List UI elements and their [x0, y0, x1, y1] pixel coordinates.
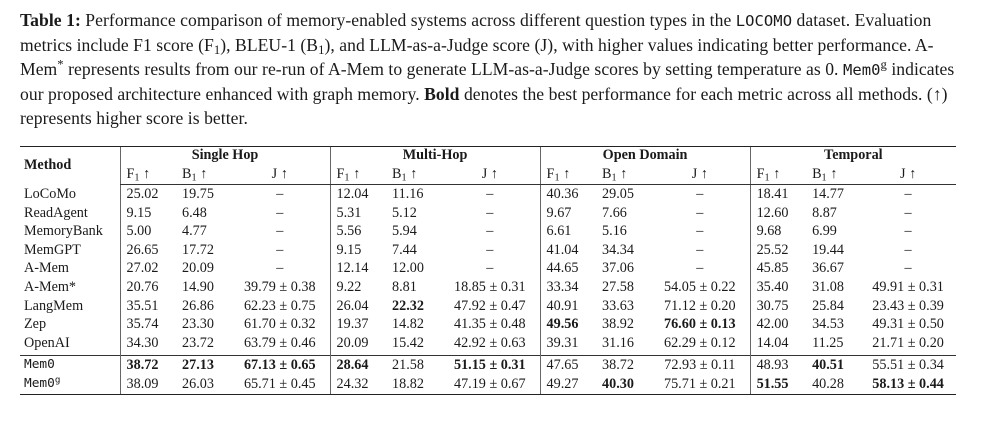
table-row — [20, 204, 956, 223]
caption-text: ), and LLM-as-a-Judge score (J), with higher values indicating better performance. A-Mem — [20, 35, 934, 79]
table-cell: 8.81 — [392, 278, 417, 295]
table-cell: 4.77 — [182, 223, 207, 240]
table-cell: 39.31 — [540, 334, 596, 353]
table-cell: 11.16 — [392, 186, 424, 202]
table-cell: 23.30 — [182, 316, 214, 333]
metric-header-b — [596, 164, 650, 185]
method-name-cell — [20, 375, 120, 394]
table-cell: 65.71 ± 0.45 — [230, 375, 330, 394]
table-cell: 23.72 — [182, 334, 214, 351]
metric-letter: F — [336, 166, 345, 182]
metric-header-j — [230, 164, 330, 185]
metric-header-f — [750, 164, 806, 185]
table-cell: 51.55 — [750, 375, 806, 394]
table-cell: 49.27 — [540, 375, 596, 394]
table-cell: 40.91 — [540, 297, 596, 316]
up-arrow: ↑ — [406, 166, 418, 182]
table-cell: 24.32 — [330, 375, 386, 394]
table-cell: 40.28 — [806, 375, 860, 394]
caption-text: indicates our proposed architecture enhanced with graph memory. — [20, 59, 955, 104]
table-cell: 51.15 ± 0.31 — [440, 356, 540, 375]
results-table-wrapper — [20, 146, 956, 395]
table-cell: 5.56 — [330, 222, 386, 241]
caption-text: denotes the best performance for each metric across all methods. (↑) represents higher score is better. — [20, 84, 948, 128]
table-cell: 26.65 — [120, 241, 176, 260]
table-cell: 7.44 — [392, 241, 417, 258]
metric-header-j — [860, 164, 956, 185]
table-cell: 40.51 — [806, 356, 860, 375]
caption-superscript: g — [880, 57, 887, 72]
method-name-cell — [20, 241, 120, 260]
caption-text: ), BLEU-1 (B — [220, 35, 319, 55]
up-arrow: ↑ — [349, 166, 361, 182]
metric-subscript: 1 — [764, 172, 770, 184]
method-name: OpenAI — [24, 334, 70, 351]
group-header-temporal: Temporal — [750, 147, 956, 165]
table-cell: 23.43 ± 0.39 — [872, 297, 944, 314]
table-cell: 61.70 ± 0.32 — [243, 316, 316, 333]
table-metric-header-row — [20, 164, 956, 185]
table-cell: 5.00 — [120, 222, 176, 241]
metric-letter: J — [691, 166, 698, 182]
metric-letter: B — [812, 166, 822, 182]
table-cell: 30.75 — [750, 297, 806, 316]
table-row — [20, 375, 956, 394]
up-arrow: ↑ — [277, 166, 288, 182]
method-name-cell — [20, 278, 120, 297]
metric-header-f — [330, 164, 386, 185]
table-cell: 67.13 ± 0.65 — [230, 356, 330, 375]
up-arrow: ↑ — [769, 166, 781, 182]
method-column-header: Method — [20, 147, 120, 185]
table-cell: – — [904, 204, 912, 221]
table-cell: 47.19 ± 0.67 — [440, 375, 540, 394]
table-cell: 21.58 — [386, 356, 440, 375]
table-cell: 18.82 — [386, 375, 440, 394]
table-cell: 12.00 — [392, 260, 424, 277]
table-cell: – — [696, 223, 704, 240]
table-cell: 62.29 ± 0.12 — [663, 334, 736, 351]
metric-subscript: 1 — [134, 172, 140, 184]
table-cell: 71.12 ± 0.20 — [663, 297, 736, 314]
table-cell: 41.35 ± 0.48 — [453, 316, 526, 333]
table-cell: – — [276, 260, 284, 277]
metric-letter: J — [481, 166, 488, 182]
table-cell: 37.06 — [602, 260, 634, 277]
table-cell: 5.94 — [392, 223, 417, 240]
method-name: LangMem — [24, 297, 84, 314]
method-name-cell — [20, 297, 120, 316]
table-cell: 6.61 — [540, 222, 596, 241]
metric-subscript: 1 — [611, 172, 617, 184]
table-cell: 38.72 — [120, 356, 176, 375]
table-cell: 41.04 — [540, 241, 596, 260]
table-cell: 25.84 — [812, 297, 844, 314]
table-cell: 15.42 — [392, 334, 424, 351]
table-row — [20, 278, 956, 297]
group-header-open-domain: Open Domain — [540, 147, 750, 165]
table-cell: 14.82 — [392, 316, 424, 333]
table-row — [20, 297, 956, 316]
metric-letter: F — [546, 166, 555, 182]
table-cell: 31.16 — [602, 334, 634, 351]
table-cell: 12.60 — [750, 204, 806, 223]
table-cell: – — [486, 186, 494, 202]
metric-letter: J — [899, 166, 906, 182]
table-cell: 35.51 — [120, 297, 176, 316]
method-name-cell — [20, 315, 120, 334]
group-header-single-hop: Single Hop — [120, 147, 330, 165]
metric-letter: B — [602, 166, 612, 182]
table-row — [20, 185, 956, 204]
table-cell: 20.09 — [330, 334, 386, 353]
caption-subscript: 1 — [318, 43, 325, 58]
method-name: Mem0 — [24, 375, 55, 391]
table-cell: 9.15 — [120, 204, 176, 223]
table-cell: 8.87 — [812, 204, 837, 221]
table-cell: 17.72 — [182, 241, 214, 258]
table-cell: 11.25 — [812, 334, 844, 351]
table-cell: 9.68 — [750, 222, 806, 241]
table-cell: 19.44 — [812, 241, 844, 258]
table-cell: 45.85 — [750, 259, 806, 278]
up-arrow: ↑ — [196, 166, 208, 182]
up-arrow: ↑ — [559, 166, 571, 182]
table-cell: 27.58 — [602, 278, 634, 295]
table-cell: 47.65 — [540, 356, 596, 375]
table-cell: 14.90 — [182, 278, 214, 295]
caption-label: Table 1: — [20, 10, 81, 30]
method-name: ReadAgent — [24, 204, 88, 221]
table-cell: 55.51 ± 0.34 — [860, 356, 956, 375]
table-cell: 20.09 — [182, 260, 214, 277]
table-cell: – — [696, 241, 704, 258]
caption-superscript: * — [57, 57, 64, 72]
table-cell: 6.48 — [182, 204, 207, 221]
metric-subscript: 1 — [401, 172, 407, 184]
table-row — [20, 222, 956, 241]
table-cell: 33.63 — [602, 297, 634, 314]
table-cell: 28.64 — [330, 356, 386, 375]
table-caption — [20, 8, 970, 130]
metric-header-b — [806, 164, 860, 185]
method-name-cell — [20, 334, 120, 353]
table-cell: 54.05 ± 0.22 — [663, 278, 736, 295]
table-cell: 6.99 — [812, 223, 837, 240]
metric-header-f — [540, 164, 596, 185]
table-cell: 38.92 — [602, 316, 634, 333]
table-cell: 18.41 — [750, 185, 806, 204]
up-arrow: ↑ — [826, 166, 838, 182]
table-cell: 38.72 — [596, 356, 650, 375]
method-name-cell — [20, 185, 120, 204]
table-cell: 9.22 — [330, 278, 386, 297]
table-cell: 49.56 — [540, 315, 596, 334]
table-cell: 40.30 — [596, 375, 650, 394]
table-row — [20, 315, 956, 334]
table-row — [20, 356, 956, 375]
table-cell: – — [904, 260, 912, 277]
table-cell: 9.15 — [330, 241, 386, 260]
table-cell: – — [696, 204, 704, 221]
table-cell: 34.34 — [602, 241, 634, 258]
caption-text: dataset. Evaluation metrics include F1 score (F — [20, 10, 932, 55]
table-cell: – — [696, 260, 704, 277]
table-cell: 25.52 — [750, 241, 806, 260]
table-cell: 36.67 — [812, 260, 844, 277]
table-cell: 42.00 — [750, 315, 806, 334]
table-cell: – — [276, 186, 284, 202]
up-arrow: ↑ — [697, 166, 708, 182]
table-cell: 12.14 — [330, 259, 386, 278]
metric-subscript: 1 — [191, 172, 197, 184]
metric-letter: F — [756, 166, 765, 182]
table-cell: – — [904, 241, 912, 258]
table-cell: 76.60 ± 0.13 — [663, 316, 736, 333]
table-cell: 26.03 — [176, 375, 230, 394]
table-cell: 5.16 — [602, 223, 627, 240]
table-cell: – — [276, 223, 284, 240]
table-cell: 31.08 — [812, 278, 844, 295]
caption-text: represents results from our re-run of A-Mem to generate LLM-as-a-Judge scores by setting temperature as 0. — [63, 59, 843, 79]
table-cell: 49.91 ± 0.31 — [872, 278, 944, 295]
caption-bold-word: Bold — [424, 84, 460, 104]
table-cell: 19.37 — [330, 315, 386, 334]
table-cell: 12.04 — [330, 185, 386, 204]
table-cell: 5.31 — [330, 204, 386, 223]
metric-letter: B — [392, 166, 402, 182]
table-cell: 39.79 ± 0.38 — [243, 278, 316, 295]
metric-header-b — [176, 164, 230, 185]
table-cell: – — [486, 241, 494, 258]
metric-subscript: 1 — [554, 172, 560, 184]
table-cell: – — [904, 223, 912, 240]
results-table — [20, 146, 956, 395]
table-cell: – — [276, 241, 284, 258]
table-row — [20, 259, 956, 278]
table-cell: 5.12 — [392, 204, 417, 221]
table-cell: 25.02 — [120, 185, 176, 204]
method-name-cell — [20, 356, 120, 375]
method-name: MemoryBank — [24, 223, 103, 240]
table-row — [20, 241, 956, 260]
up-arrow: ↑ — [616, 166, 628, 182]
table-cell: – — [486, 223, 494, 240]
group-header-multi-hop: Multi-Hop — [330, 147, 540, 165]
table-cell: 75.71 ± 0.21 — [650, 375, 750, 394]
metric-letter: J — [271, 166, 278, 182]
method-name: LoCoMo — [24, 185, 77, 202]
table-cell: 7.66 — [602, 204, 627, 221]
table-cell: – — [904, 186, 912, 202]
table-cell: 14.04 — [750, 334, 806, 353]
table-cell: 47.92 ± 0.47 — [453, 297, 526, 314]
table-cell: 38.09 — [120, 375, 176, 394]
metric-letter: B — [182, 166, 192, 182]
table-cell: 40.36 — [540, 185, 596, 204]
metric-header-f — [120, 164, 176, 185]
method-name: A-Mem* — [24, 278, 77, 295]
table-cell: 48.93 — [750, 356, 806, 375]
method-name-cell — [20, 222, 120, 241]
metric-header-j — [440, 164, 540, 185]
up-arrow: ↑ — [487, 166, 498, 182]
table-cell: 9.67 — [540, 204, 596, 223]
table-cell: 34.30 — [120, 334, 176, 353]
table-group-header-row — [20, 147, 956, 165]
table-cell: 35.74 — [120, 315, 176, 334]
table-cell: 22.32 — [392, 297, 424, 314]
caption-dataset-name: LOCOMO — [735, 12, 793, 30]
method-superscript: g — [54, 374, 61, 386]
table-cell: 14.77 — [812, 186, 844, 202]
table-cell: 34.53 — [812, 316, 844, 333]
table-cell: 63.79 ± 0.46 — [243, 334, 316, 351]
caption-system-name: Mem0 — [842, 61, 881, 79]
up-arrow: ↑ — [905, 166, 917, 182]
metric-header-b — [386, 164, 440, 185]
method-name: A-Mem — [24, 260, 69, 277]
table-cell: 33.34 — [540, 278, 596, 297]
table-cell: – — [276, 204, 284, 221]
table-cell: 49.31 ± 0.50 — [872, 316, 944, 333]
table-cell: 44.65 — [540, 259, 596, 278]
table-cell: 42.92 ± 0.63 — [453, 334, 526, 351]
table-cell: – — [696, 186, 704, 202]
table-row — [20, 334, 956, 353]
table-cell: 27.02 — [120, 259, 176, 278]
method-name: Mem0 — [24, 357, 55, 373]
table-cell: 72.93 ± 0.11 — [650, 356, 750, 375]
method-name-cell — [20, 259, 120, 278]
table-cell: 29.05 — [602, 186, 634, 202]
table-cell: 62.23 ± 0.75 — [243, 297, 316, 314]
table-cell: 18.85 ± 0.31 — [453, 278, 526, 295]
method-name: Zep — [24, 316, 47, 333]
metric-letter: F — [126, 166, 135, 182]
table-cell: 35.40 — [750, 278, 806, 297]
table-cell: 21.71 ± 0.20 — [872, 334, 944, 351]
table-cell: 58.13 ± 0.44 — [860, 375, 956, 394]
table-cell: 26.04 — [330, 297, 386, 316]
metric-header-j — [650, 164, 750, 185]
caption-text: Performance comparison of memory-enabled systems across different question types in the — [80, 10, 736, 30]
up-arrow: ↑ — [139, 166, 151, 182]
method-name: MemGPT — [24, 241, 81, 258]
caption-subscript: 1 — [213, 43, 221, 58]
table-cell: 20.76 — [120, 278, 176, 297]
table-cell: – — [486, 260, 494, 277]
table-cell: 27.13 — [176, 356, 230, 375]
table-cell: – — [486, 204, 494, 221]
table-cell: 26.86 — [182, 297, 214, 314]
table-cell: 19.75 — [182, 186, 214, 202]
metric-subscript: 1 — [821, 172, 827, 184]
metric-subscript: 1 — [344, 172, 350, 184]
method-name-cell — [20, 204, 120, 223]
